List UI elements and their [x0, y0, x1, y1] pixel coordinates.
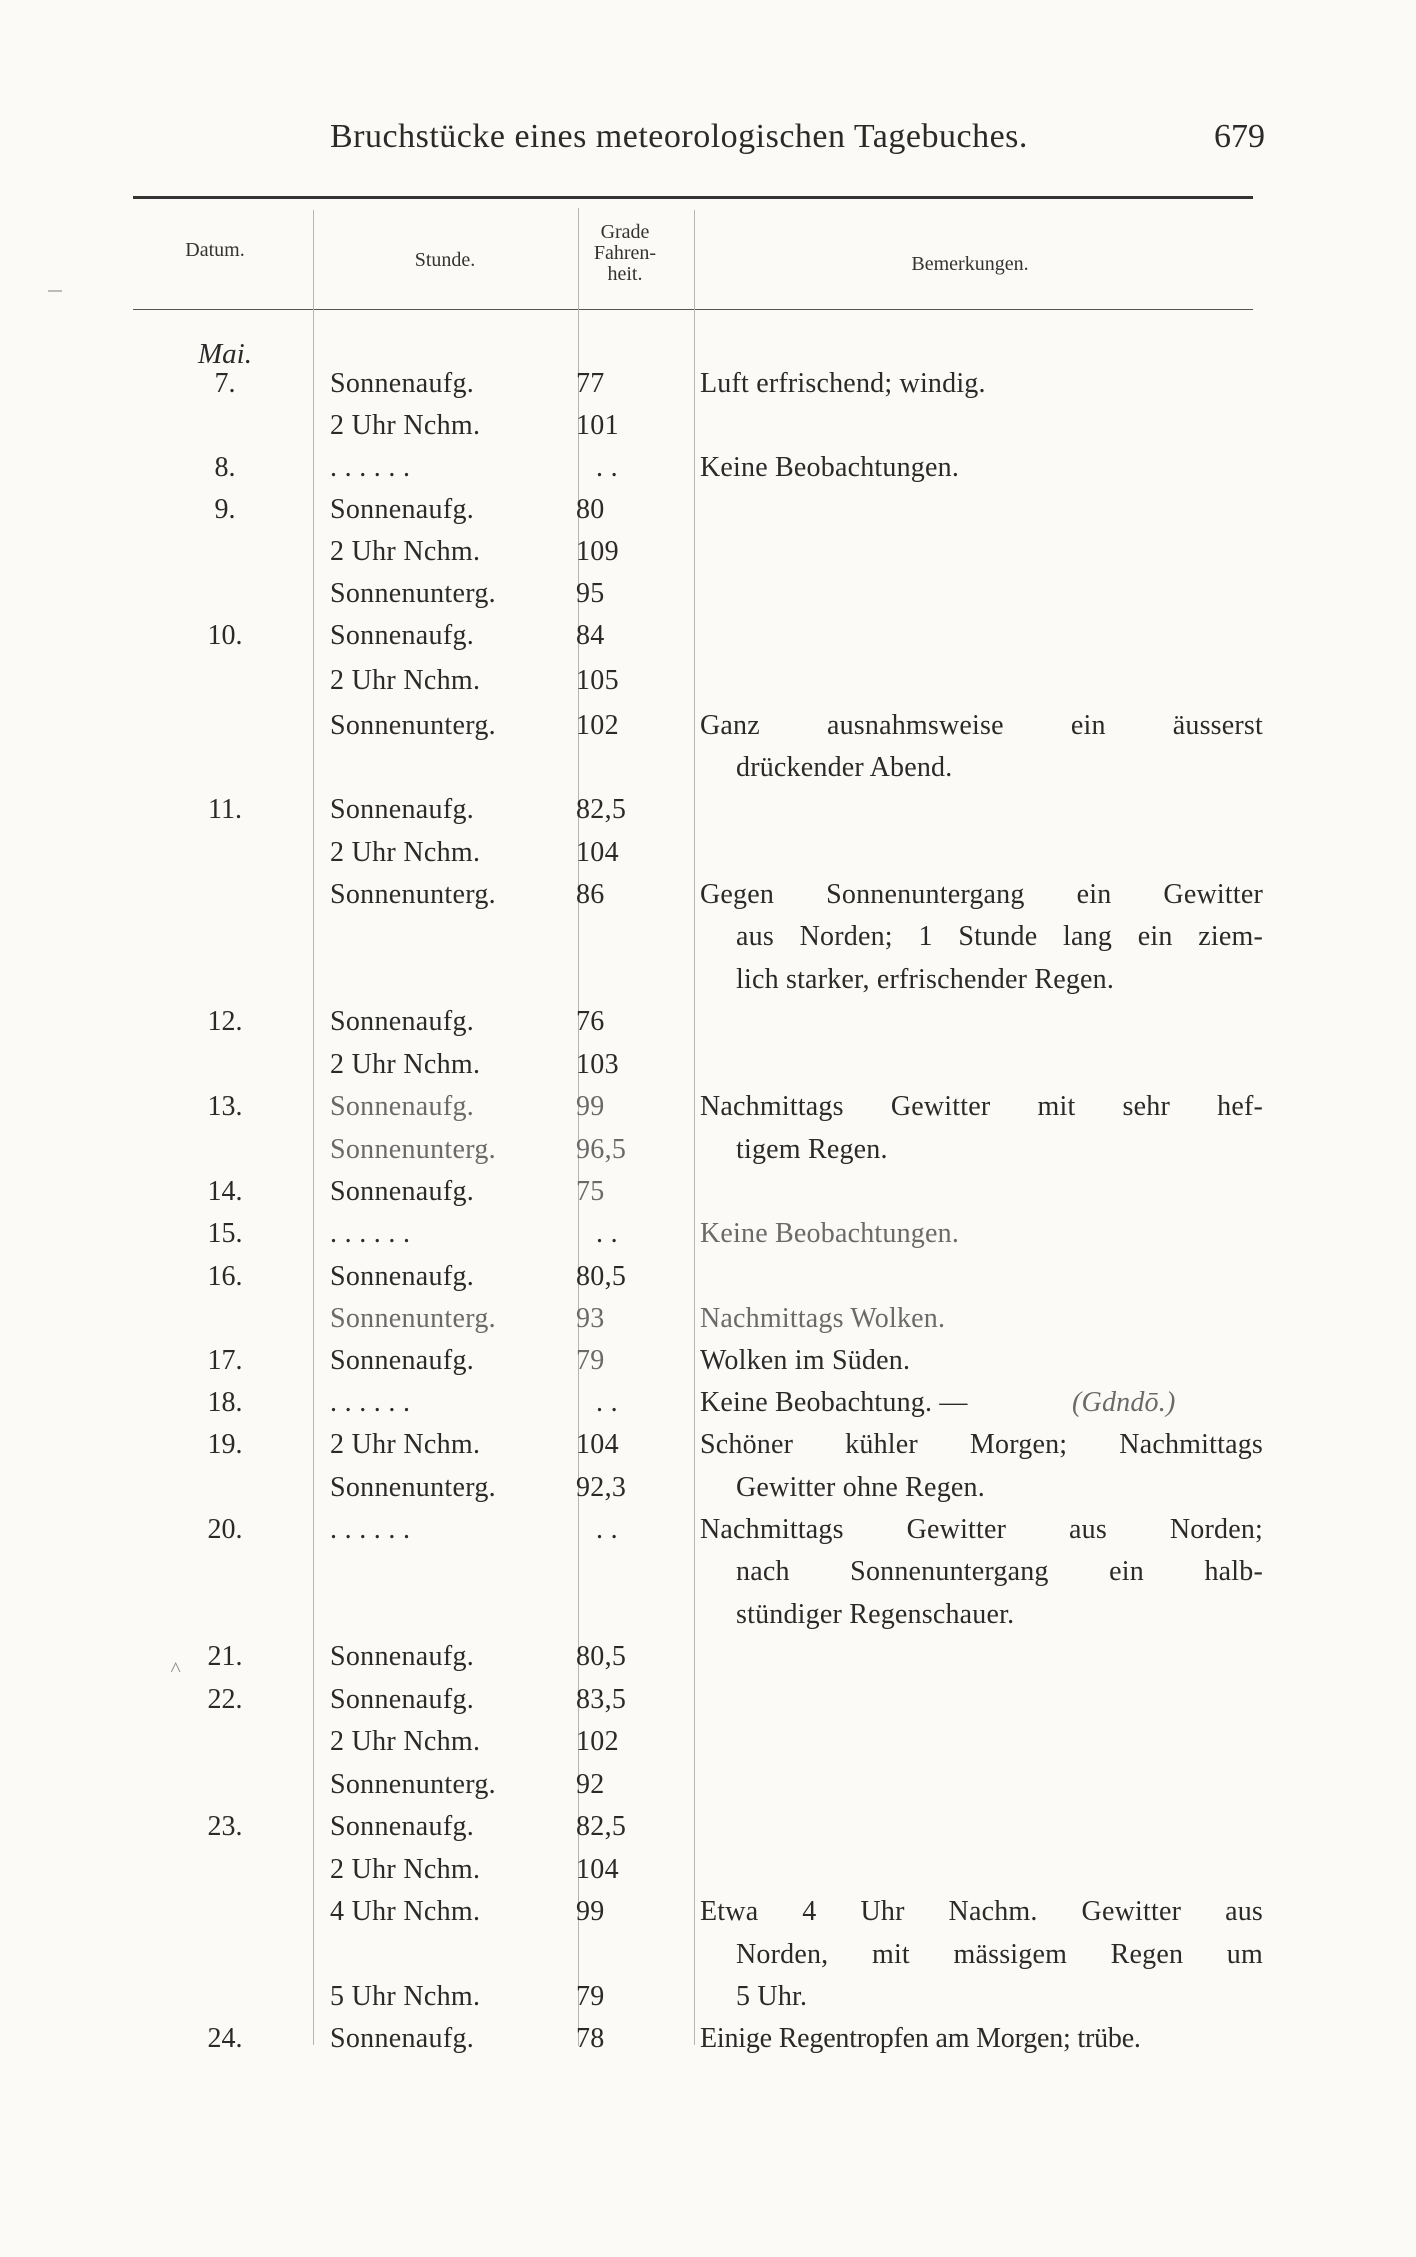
temperature-cell: . .: [596, 1387, 618, 1418]
table-top-rule: [133, 196, 1253, 199]
remark-line: Einige Regentropfen am Morgen; trübe.: [700, 2023, 1141, 2054]
remark-line: Keine Beobachtung. —: [700, 1387, 968, 1418]
stunde-cell: Sonnenaufg.: [330, 620, 475, 651]
date-cell: 16.: [207, 1261, 243, 1292]
date-cell: 12.: [207, 1006, 243, 1037]
temperature-cell: 103: [576, 1049, 619, 1080]
temperature-cell: 79: [576, 1981, 605, 2012]
stunde-cell: . . . . . .: [330, 1514, 411, 1545]
temperature-cell: 80,5: [576, 1261, 627, 1292]
remark-annotation: (Gdndō.): [1072, 1387, 1176, 1418]
temperature-cell: 84: [576, 620, 605, 651]
temperature-cell: 75: [576, 1176, 605, 1207]
date-cell: 10.: [207, 620, 243, 651]
remark-line: drückender Abend.: [736, 752, 953, 783]
remark-line: Nachmittags Wolken.: [700, 1303, 946, 1334]
stunde-cell: Sonnenaufg.: [330, 1641, 475, 1672]
page-number: 679: [1214, 118, 1265, 155]
temperature-cell: 95: [576, 578, 605, 609]
date-cell: 8.: [214, 452, 236, 483]
stunde-cell: Sonnenunterg.: [330, 1769, 496, 1800]
stunde-cell: Sonnenunterg.: [330, 578, 496, 609]
remark-line: aus Norden; 1 Stunde lang ein ziem-: [736, 921, 1263, 952]
temperature-cell: 99: [576, 1091, 605, 1122]
stunde-cell: Sonnenaufg.: [330, 794, 475, 825]
stunde-cell: 2 Uhr Nchm.: [330, 1429, 481, 1460]
stunde-cell: Sonnenaufg.: [330, 368, 475, 399]
column-header-grade-line: Fahren-: [593, 242, 657, 264]
date-cell: 22.: [207, 1684, 243, 1715]
date-cell: 23.: [207, 1811, 243, 1842]
stunde-cell: Sonnenaufg.: [330, 1091, 475, 1122]
date-cell: 9.: [214, 494, 236, 525]
remark-line: Keine Beobachtungen.: [700, 1218, 960, 1249]
stunde-cell: Sonnenaufg.: [330, 1684, 475, 1715]
date-cell: 17.: [207, 1345, 243, 1376]
stunde-cell: Sonnenaufg.: [330, 2023, 475, 2054]
temperature-cell: . .: [596, 452, 618, 483]
stunde-cell: 2 Uhr Nchm.: [330, 665, 481, 696]
remark-line: Wolken im Süden.: [700, 1345, 911, 1376]
date-cell: 18.: [207, 1387, 243, 1418]
remark-line: lich starker, erfrischender Regen.: [736, 964, 1115, 995]
stunde-cell: 2 Uhr Nchm.: [330, 837, 481, 868]
remark-line: Schöner kühler Morgen; Nachmittags: [700, 1429, 1263, 1460]
temperature-cell: 77: [576, 368, 605, 399]
stunde-cell: . . . . . .: [330, 452, 411, 483]
temperature-cell: . .: [596, 1218, 618, 1249]
date-cell: 13.: [207, 1091, 243, 1122]
column-header-datum-label: Datum.: [185, 239, 245, 261]
stunde-cell: Sonnenaufg.: [330, 494, 475, 525]
date-cell: 7.: [214, 368, 236, 399]
date-cell: 15.: [207, 1218, 243, 1249]
temperature-cell: 104: [576, 837, 619, 868]
temperature-cell: 92: [576, 1769, 605, 1800]
remark-line: Etwa 4 Uhr Nachm. Gewitter aus: [700, 1896, 1263, 1927]
column-header-datum: [150, 240, 280, 261]
stunde-cell: Sonnenaufg.: [330, 1006, 475, 1037]
temperature-cell: 80,5: [576, 1641, 627, 1672]
stunde-cell: Sonnenunterg.: [330, 1134, 496, 1165]
column-header-grade: [570, 222, 680, 285]
stunde-cell: Sonnenaufg.: [330, 1261, 475, 1292]
stunde-cell: 5 Uhr Nchm.: [330, 1981, 481, 2012]
column-header-bemerkungen: [840, 254, 1100, 275]
temperature-cell: 109: [576, 536, 619, 567]
column-header-stunde: [380, 250, 510, 271]
remark-line: Nachmittags Gewitter mit sehr hef-: [700, 1091, 1263, 1122]
remark-line: Ganz ausnahmsweise ein äusserst: [700, 710, 1263, 741]
temperature-cell: 105: [576, 665, 619, 696]
stunde-cell: Sonnenaufg.: [330, 1345, 475, 1376]
remark-line: Keine Beobachtungen.: [700, 452, 960, 483]
date-cell: 24.: [207, 2023, 243, 2054]
stunde-cell: Sonnenunterg.: [330, 1472, 496, 1503]
stunde-cell: . . . . . .: [330, 1218, 411, 1249]
date-cell: 20.: [207, 1514, 243, 1545]
temperature-cell: 96,5: [576, 1134, 627, 1165]
column-header-stunde-label: Stunde.: [414, 249, 476, 271]
table-header-rule: [133, 309, 1253, 310]
temperature-cell: 104: [576, 1429, 619, 1460]
running-title: Bruchstücke eines meteorologischen Tagebuches.: [330, 118, 1028, 155]
temperature-cell: 86: [576, 879, 605, 910]
stunde-cell: Sonnenunterg.: [330, 710, 496, 741]
column-header-bemerkungen-label: Bemerkungen.: [911, 253, 1029, 275]
temperature-cell: 78: [576, 2023, 605, 2054]
temperature-cell: 80: [576, 494, 605, 525]
temperature-cell: 102: [576, 710, 619, 741]
remark-line: stündiger Regenschauer.: [736, 1599, 1015, 1630]
stunde-cell: Sonnenaufg.: [330, 1811, 475, 1842]
temperature-cell: 101: [576, 410, 619, 441]
temperature-cell: 76: [576, 1006, 605, 1037]
date-cell: 19.: [207, 1429, 243, 1460]
temperature-cell: 83,5: [576, 1684, 627, 1715]
stunde-cell: 2 Uhr Nchm.: [330, 1726, 481, 1757]
temperature-cell: . .: [596, 1514, 618, 1545]
column-divider-1: [313, 210, 314, 2045]
remark-line: tigem Regen.: [736, 1134, 888, 1165]
stunde-cell: . . . . . .: [330, 1387, 411, 1418]
page-header: [330, 118, 1265, 168]
temperature-cell: 79: [576, 1345, 605, 1376]
column-header-grade-line: Grade: [600, 221, 650, 243]
temperature-cell: 102: [576, 1726, 619, 1757]
remark-line: Nachmittags Gewitter aus Norden;: [700, 1514, 1263, 1545]
stunde-cell: Sonnenunterg.: [330, 879, 496, 910]
temperature-cell: 82,5: [576, 1811, 627, 1842]
month-label: Mai.: [198, 338, 252, 370]
date-cell: 21.: [207, 1641, 243, 1672]
stunde-cell: Sonnenunterg.: [330, 1303, 496, 1334]
remark-line: Gewitter ohne Regen.: [736, 1472, 985, 1503]
temperature-cell: 82,5: [576, 794, 627, 825]
date-cell: 11.: [208, 794, 242, 825]
stunde-cell: 2 Uhr Nchm.: [330, 1049, 481, 1080]
remark-line: nach Sonnenuntergang ein halb-: [736, 1556, 1263, 1587]
stunde-cell: 2 Uhr Nchm.: [330, 410, 481, 441]
stunde-cell: 4 Uhr Nchm.: [330, 1896, 481, 1927]
remark-line: Luft erfrischend; windig.: [700, 368, 986, 399]
remark-line: Gegen Sonnenuntergang ein Gewitter: [700, 879, 1263, 910]
stunde-cell: Sonnenaufg.: [330, 1176, 475, 1207]
temperature-cell: 104: [576, 1854, 619, 1885]
margin-dot: ˄: [170, 1657, 182, 1679]
stunde-cell: 2 Uhr Nchm.: [330, 536, 481, 567]
margin-mark: [48, 290, 62, 292]
stunde-cell: 2 Uhr Nchm.: [330, 1854, 481, 1885]
remark-line: Norden, mit mässigem Regen um: [736, 1939, 1263, 1970]
column-header-grade-line: heit.: [607, 263, 643, 285]
temperature-cell: 93: [576, 1303, 605, 1334]
temperature-cell: 99: [576, 1896, 605, 1927]
column-divider-3: [694, 210, 695, 2045]
date-cell: 14.: [207, 1176, 243, 1207]
remark-line: 5 Uhr.: [736, 1981, 808, 2012]
temperature-cell: 92,3: [576, 1472, 627, 1503]
